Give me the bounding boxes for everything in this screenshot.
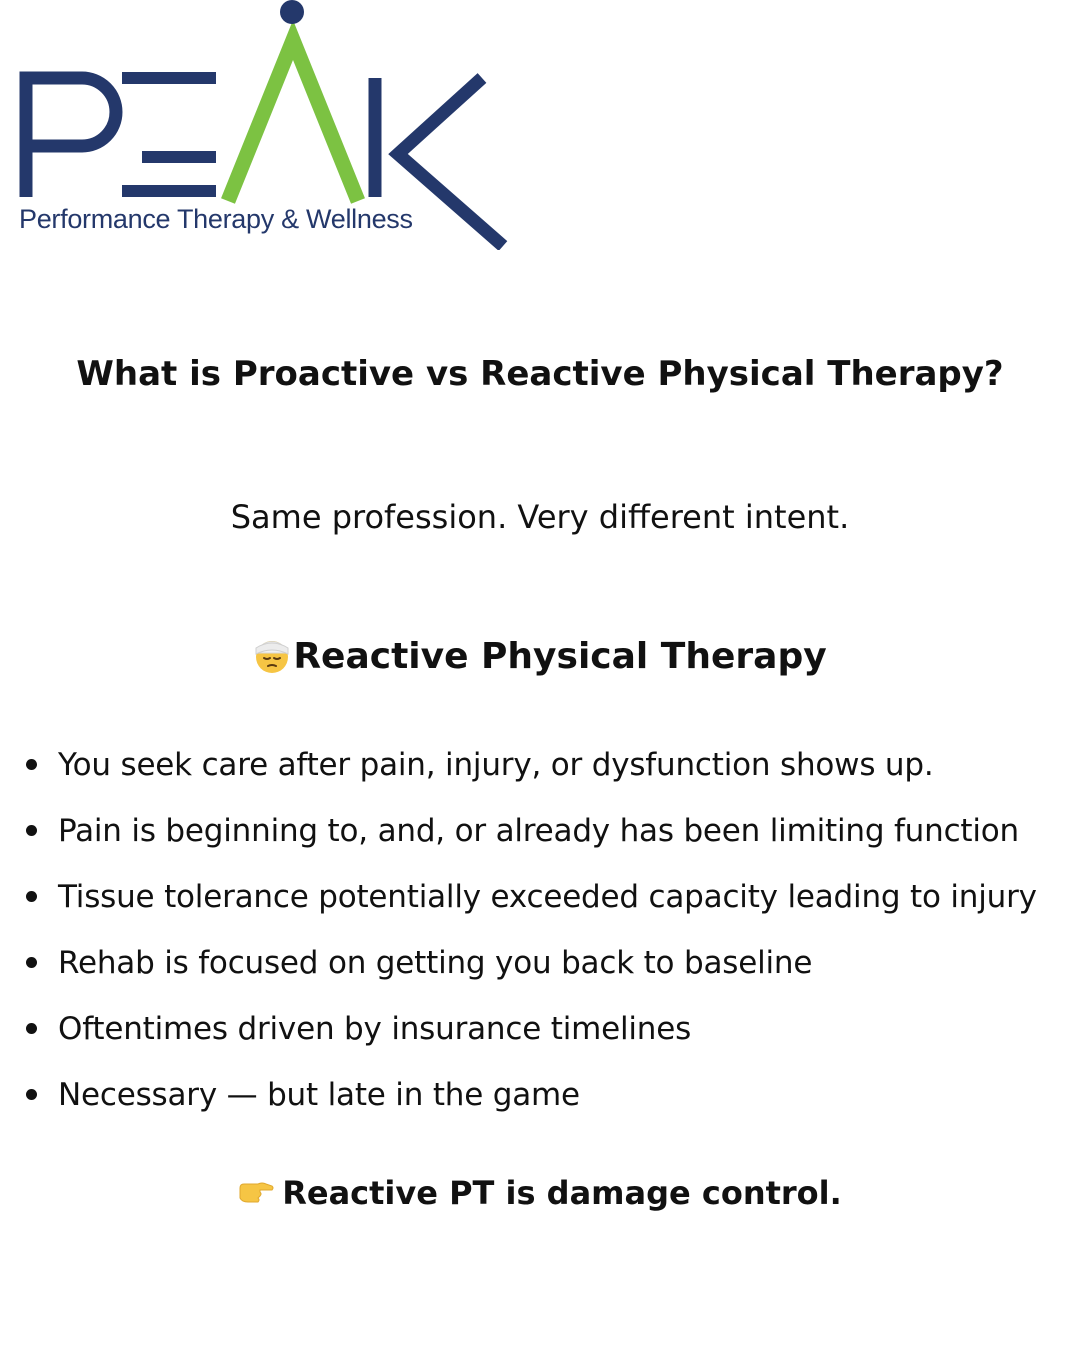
page-subtitle: Same profession. Very different intent.	[230, 498, 850, 536]
bullet-dot-icon	[26, 891, 37, 902]
callout-text: Reactive PT is damage control.	[282, 1174, 842, 1212]
list-item-text: Tissue tolerance potentially exceeded capacity leading to injury	[58, 879, 1037, 915]
bullet-dot-icon	[26, 825, 37, 836]
list-item	[22, 872, 1037, 938]
bullet-dot-icon	[26, 1023, 37, 1034]
list-item	[22, 740, 1037, 806]
page-title: What is Proactive vs Reactive Physical Therapy?	[76, 354, 1004, 394]
list-item	[22, 1004, 1037, 1070]
list-item	[22, 1070, 1037, 1136]
section-title-text: Reactive Physical Therapy	[293, 636, 827, 677]
list-item-text: Oftentimes driven by insurance timelines	[58, 1011, 692, 1047]
list-item-text: Necessary — but late in the game	[58, 1077, 580, 1113]
list-item-text: Pain is beginning to, and, or already has been limiting function	[58, 813, 1019, 849]
list-item	[22, 806, 1037, 872]
bullet-dot-icon	[26, 1089, 37, 1100]
callout	[0, 1174, 1080, 1212]
logo-tagline: Performance Therapy & Wellness	[19, 204, 413, 234]
peak-logo	[18, 0, 518, 250]
bullet-list	[22, 740, 1037, 1136]
section-heading	[0, 636, 1080, 677]
pointing-hand-icon	[238, 1178, 274, 1206]
bullet-dot-icon	[26, 759, 37, 770]
list-item-text: You seek care after pain, injury, or dysfunction shows up.	[58, 747, 934, 783]
bullet-dot-icon	[26, 957, 37, 968]
list-item	[22, 938, 1037, 1004]
bandaged-face-icon	[253, 636, 291, 674]
list-item-text: Rehab is focused on getting you back to baseline	[58, 945, 813, 981]
